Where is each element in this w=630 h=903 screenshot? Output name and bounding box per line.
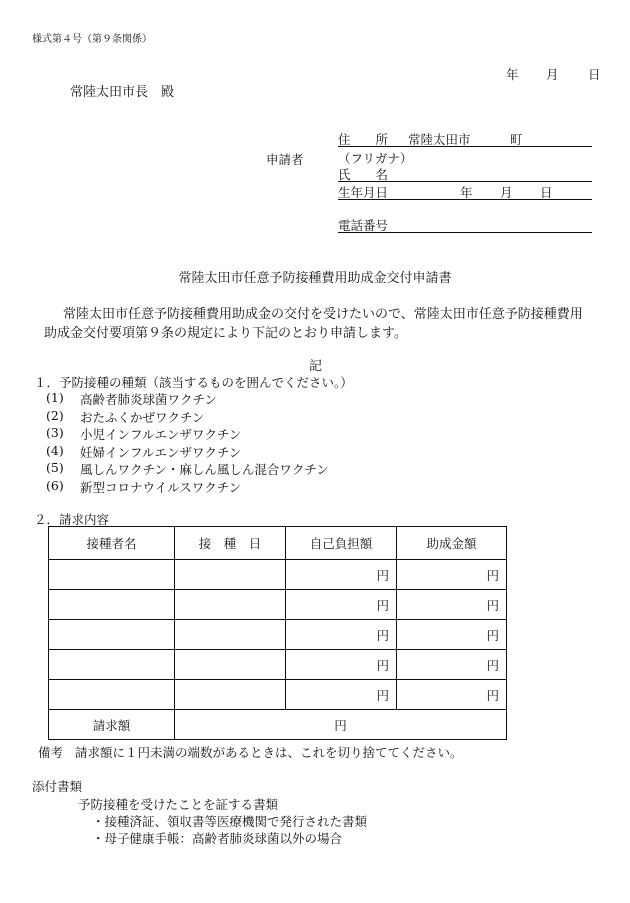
section1-heading: １．予防接種の種類（該当するものを囲んでください。） xyxy=(34,375,353,390)
subsidy-cell[interactable]: 円 xyxy=(397,620,507,650)
recipient-name-cell[interactable] xyxy=(49,560,175,590)
phone-field[interactable] xyxy=(338,216,592,233)
vaccine-item-label: 風しんワクチン・麻しん風しん混合ワクチン xyxy=(80,462,329,477)
remark xyxy=(38,743,463,761)
subsidy-cell[interactable]: 円 xyxy=(397,590,507,620)
column-header-subsidy-amount: 助成金額 xyxy=(397,527,507,560)
vaccine-item-number: (2) xyxy=(46,408,64,423)
address-label: 住 所 xyxy=(338,132,389,147)
vaccine-item-number: (6) xyxy=(46,478,64,493)
table-row xyxy=(49,620,507,650)
attachment-item: ・接種済証、領収書等医療機関で発行された書類 xyxy=(92,814,368,829)
furigana-label: （フリガナ） xyxy=(338,151,413,166)
table-row xyxy=(49,680,507,710)
table-row xyxy=(49,560,507,590)
vaccine-item[interactable] xyxy=(46,425,242,442)
name-label: 氏 名 xyxy=(338,167,389,182)
form-number: 様式第４号（第９条関係） xyxy=(32,34,152,45)
section2-heading: ２．請求内容 xyxy=(34,512,110,527)
recipient-name-cell[interactable] xyxy=(49,590,175,620)
vaccination-date-cell[interactable] xyxy=(175,590,286,620)
birthdate-label: 生年月日 xyxy=(338,185,389,200)
vaccine-item-number: (5) xyxy=(46,460,64,475)
subsidy-cell[interactable]: 円 xyxy=(397,560,507,590)
vaccine-item-label: 妊婦インフルエンザワクチン xyxy=(80,445,242,460)
vaccine-item-number: (1) xyxy=(46,390,64,405)
vaccination-date-cell[interactable] xyxy=(175,650,286,680)
table-row xyxy=(49,650,507,680)
self-pay-cell[interactable]: 円 xyxy=(286,680,397,710)
recipient-name-cell[interactable] xyxy=(49,620,175,650)
remark-text: 請求額に１円未満の端数があるときは、これを切り捨ててください。 xyxy=(75,745,463,760)
name-field[interactable] xyxy=(338,165,592,182)
document-title: 常陸太田市任意予防接種費用助成金交付申請書 xyxy=(178,271,452,286)
vaccine-item-number: (4) xyxy=(46,443,64,458)
self-pay-cell[interactable]: 円 xyxy=(286,590,397,620)
vaccine-item[interactable] xyxy=(46,460,329,477)
column-header-self-pay-amount: 自己負担額 xyxy=(286,527,397,560)
applicant-label: 申請者 xyxy=(266,152,304,167)
address-prefix: 常陸太田市 xyxy=(408,132,471,147)
vaccine-item[interactable] xyxy=(46,443,242,460)
recipient-name-cell[interactable] xyxy=(49,680,175,710)
subsidy-cell[interactable]: 円 xyxy=(397,650,507,680)
vaccine-item[interactable] xyxy=(46,408,205,425)
subsidy-cell[interactable]: 円 xyxy=(397,680,507,710)
table-row xyxy=(49,590,507,620)
attachment-item: ・母子健康手帳：高齢者肺炎球菌以外の場合 xyxy=(92,831,343,846)
vaccine-item[interactable] xyxy=(46,390,217,407)
birth-year-label: 年 xyxy=(460,185,473,200)
vaccine-item-number: (3) xyxy=(46,425,64,440)
total-label: 請求額 xyxy=(49,710,175,740)
ki-label: 記 xyxy=(309,359,323,374)
vaccine-item-label: おたふくかぜワクチン xyxy=(80,410,205,425)
town-suffix: 町 xyxy=(510,132,523,147)
attachments-sub: 予防接種を受けたことを証する書類 xyxy=(78,797,279,812)
birth-day-label: 日 xyxy=(540,185,553,200)
birthdate-field[interactable] xyxy=(338,183,592,200)
vaccine-item[interactable] xyxy=(46,478,242,495)
vaccination-date-cell[interactable] xyxy=(175,620,286,650)
attachments-heading: 添付書類 xyxy=(32,779,83,794)
table-header-row xyxy=(49,527,507,560)
vaccination-date-cell[interactable] xyxy=(175,560,286,590)
phone-label: 電話番号 xyxy=(338,218,389,233)
date-day-label: 日 xyxy=(588,67,601,82)
vaccine-item-label: 小児インフルエンザワクチン xyxy=(80,427,242,442)
vaccination-date-cell[interactable] xyxy=(175,680,286,710)
column-header-recipient-name: 接種者名 xyxy=(49,527,175,560)
vaccine-item-label: 高齢者肺炎球菌ワクチン xyxy=(80,392,217,407)
total-row xyxy=(49,710,507,740)
body-line-2: 助成金交付要項第９条の規定により下記のとおり申請します。 xyxy=(44,326,407,341)
column-header-vaccination-date: 接 種 日 xyxy=(175,527,286,560)
self-pay-cell[interactable]: 円 xyxy=(286,620,397,650)
self-pay-cell[interactable]: 円 xyxy=(286,560,397,590)
date-year-label: 年 xyxy=(506,67,519,82)
claim-table xyxy=(48,526,507,740)
address-field[interactable] xyxy=(338,130,592,147)
birth-month-label: 月 xyxy=(500,185,513,200)
total-amount-cell[interactable]: 円 xyxy=(175,710,507,740)
recipient-name-cell[interactable] xyxy=(49,650,175,680)
self-pay-cell[interactable]: 円 xyxy=(286,650,397,680)
date-month-label: 月 xyxy=(546,67,559,82)
vaccine-item-label: 新型コロナウイルスワクチン xyxy=(80,480,242,495)
addressee: 常陸太田市長 殿 xyxy=(70,85,175,100)
body-line-1: 常陸太田市任意予防接種費用助成金の交付を受けたいので、常陸太田市任意予防接種費用 xyxy=(63,307,583,322)
remark-label: 備考 xyxy=(38,745,64,760)
